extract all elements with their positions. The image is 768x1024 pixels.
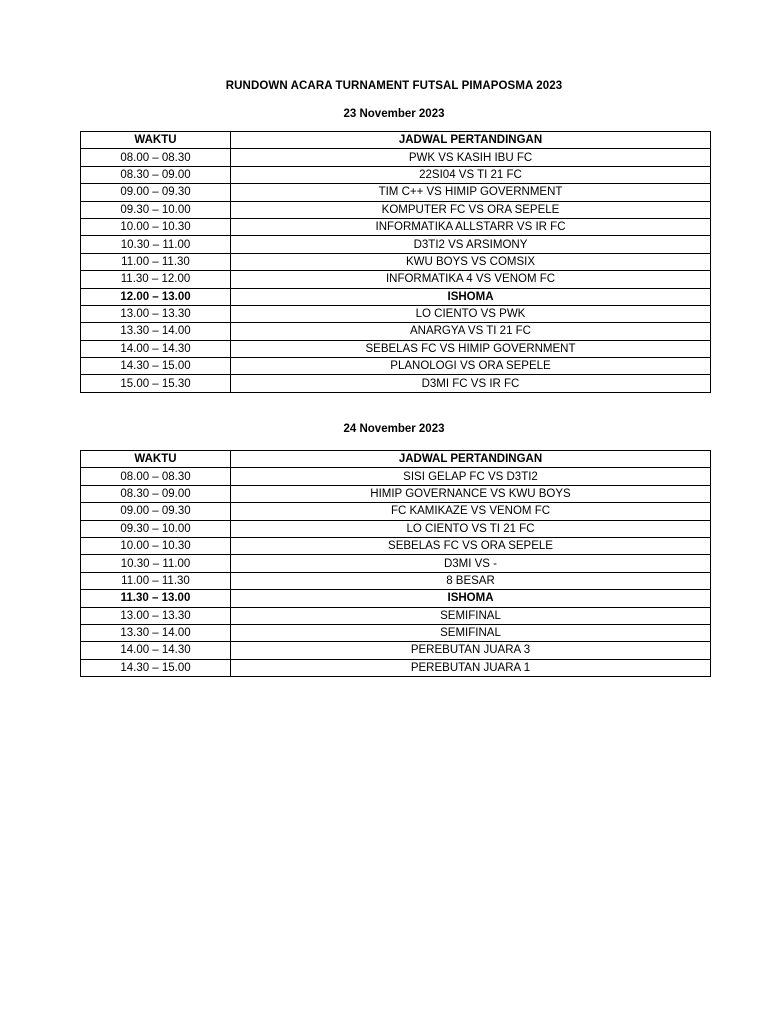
time-cell: 11.00 – 11.30	[81, 253, 231, 270]
time-cell: 09.00 – 09.30	[81, 503, 231, 520]
time-cell: 15.00 – 15.30	[81, 375, 231, 392]
time-column-header: WAKTU	[81, 132, 231, 149]
match-cell: PEREBUTAN JUARA 3	[231, 642, 711, 659]
day-1-date: 23 November 2023	[343, 108, 445, 120]
time-cell: 13.30 – 14.00	[81, 624, 231, 641]
time-cell: 11.30 – 13.00	[81, 590, 231, 607]
day-2-date: 24 November 2023	[343, 423, 445, 435]
table-row	[81, 323, 711, 340]
table-row	[81, 520, 711, 537]
table-row	[81, 340, 711, 357]
table-row	[81, 305, 711, 322]
time-cell: 11.30 – 12.00	[81, 271, 231, 288]
table-row	[81, 166, 711, 183]
time-cell: 14.00 – 14.30	[81, 340, 231, 357]
time-column-header: WAKTU	[81, 451, 231, 468]
time-cell: 13.00 – 13.30	[81, 305, 231, 322]
match-cell: ISHOMA	[231, 590, 711, 607]
time-cell: 13.30 – 14.00	[81, 323, 231, 340]
time-cell: 10.30 – 11.00	[81, 555, 231, 572]
match-cell: 8 BESAR	[231, 572, 711, 589]
day-1-rows	[81, 149, 711, 392]
table-row	[81, 607, 711, 624]
table-row	[81, 555, 711, 572]
table-row	[81, 572, 711, 589]
match-cell: SEMIFINAL	[231, 624, 711, 641]
time-cell: 14.30 – 15.00	[81, 659, 231, 676]
match-cell: 22SI04 VS TI 21 FC	[231, 166, 711, 183]
break-row	[81, 288, 711, 305]
table-row	[81, 236, 711, 253]
match-cell: FC KAMIKAZE VS VENOM FC	[231, 503, 711, 520]
day-2-schedule-table	[80, 450, 711, 677]
match-cell: KWU BOYS VS COMSIX	[231, 253, 711, 270]
match-cell: INFORMATIKA ALLSTARR VS IR FC	[231, 218, 711, 235]
time-cell: 09.30 – 10.00	[81, 201, 231, 218]
table-row	[81, 253, 711, 270]
match-cell: SEBELAS FC VS ORA SEPELE	[231, 537, 711, 554]
time-cell: 08.00 – 08.30	[81, 468, 231, 485]
time-cell: 11.00 – 11.30	[81, 572, 231, 589]
table-row	[81, 624, 711, 641]
match-cell: D3MI VS -	[231, 555, 711, 572]
table-row	[81, 358, 711, 375]
table-row	[81, 271, 711, 288]
match-cell: KOMPUTER FC VS ORA SEPELE	[231, 201, 711, 218]
match-cell: SEBELAS FC VS HIMIP GOVERNMENT	[231, 340, 711, 357]
table-row	[81, 659, 711, 676]
match-cell: SISI GELAP FC VS D3TI2	[231, 468, 711, 485]
table-row	[81, 537, 711, 554]
table-row	[81, 201, 711, 218]
table-row	[81, 642, 711, 659]
table-row	[81, 503, 711, 520]
match-cell: LO CIENTO VS TI 21 FC	[231, 520, 711, 537]
time-cell: 10.00 – 10.30	[81, 218, 231, 235]
match-cell: PEREBUTAN JUARA 1	[231, 659, 711, 676]
table-row	[81, 375, 711, 392]
time-cell: 12.00 – 13.00	[81, 288, 231, 305]
table-header-row	[81, 451, 711, 468]
time-cell: 08.30 – 09.00	[81, 166, 231, 183]
match-cell: SEMIFINAL	[231, 607, 711, 624]
match-cell: PWK VS KASIH IBU FC	[231, 149, 711, 166]
match-cell: D3TI2 VS ARSIMONY	[231, 236, 711, 253]
match-cell: D3MI FC VS IR FC	[231, 375, 711, 392]
break-row	[81, 590, 711, 607]
day-2-rows	[81, 468, 711, 677]
match-cell: ISHOMA	[231, 288, 711, 305]
time-cell: 13.00 – 13.30	[81, 607, 231, 624]
match-cell: INFORMATIKA 4 VS VENOM FC	[231, 271, 711, 288]
match-cell: PLANOLOGI VS ORA SEPELE	[231, 358, 711, 375]
page-title: RUNDOWN ACARA TURNAMENT FUTSAL PIMAPOSMA 2023	[225, 80, 563, 92]
time-cell: 09.00 – 09.30	[81, 184, 231, 201]
table-row	[81, 218, 711, 235]
table-header-row	[81, 132, 711, 149]
day-1-schedule-table	[80, 131, 711, 393]
time-cell: 14.30 – 15.00	[81, 358, 231, 375]
match-column-header: JADWAL PERTANDINGAN	[231, 132, 711, 149]
time-cell: 08.30 – 09.00	[81, 485, 231, 502]
table-row	[81, 149, 711, 166]
time-cell: 08.00 – 08.30	[81, 149, 231, 166]
match-cell: TIM C++ VS HIMIP GOVERNMENT	[231, 184, 711, 201]
table-row	[81, 184, 711, 201]
time-cell: 14.00 – 14.30	[81, 642, 231, 659]
time-cell: 10.30 – 11.00	[81, 236, 231, 253]
table-row	[81, 468, 711, 485]
table-row	[81, 485, 711, 502]
time-cell: 10.00 – 10.30	[81, 537, 231, 554]
match-cell: ANARGYA VS TI 21 FC	[231, 323, 711, 340]
match-cell: LO CIENTO VS PWK	[231, 305, 711, 322]
match-column-header: JADWAL PERTANDINGAN	[231, 451, 711, 468]
match-cell: HIMIP GOVERNANCE VS KWU BOYS	[231, 485, 711, 502]
time-cell: 09.30 – 10.00	[81, 520, 231, 537]
